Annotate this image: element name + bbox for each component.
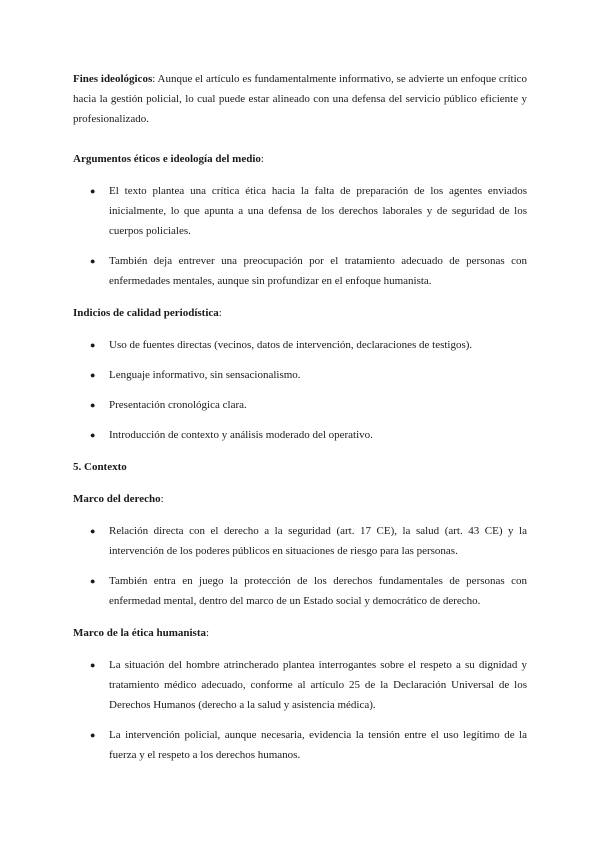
list-item: [73, 335, 527, 355]
bullet-icon: ●: [90, 660, 96, 670]
list-item-text: Lenguaje informativo, sin sensacionalismo.: [109, 369, 301, 381]
indicios-heading: [73, 303, 527, 323]
indicios-heading-colon: :: [218, 307, 222, 319]
bullet-icon: ●: [90, 400, 96, 410]
list-item: [73, 395, 527, 415]
section-5-title: 5. Contexto: [73, 461, 127, 473]
list-item-text: Uso de fuentes directas (vecinos, datos de intervención, declaraciones de testigos).: [109, 339, 473, 351]
bullet-icon: ●: [90, 526, 96, 536]
argumentos-heading: [73, 149, 527, 169]
bullet-icon: ●: [90, 730, 96, 740]
marco-derecho-heading-text: Marco del derecho: [73, 493, 161, 505]
marco-etica-heading: [73, 623, 527, 643]
document-page: [73, 69, 527, 777]
list-item-text: La intervención policial, aunque necesaria, evidencia la tensión entre el uso legítimo de la fuerza y el respeto a los derechos humanos.: [109, 729, 527, 761]
list-item: [73, 521, 527, 561]
bullet-icon: ●: [90, 340, 96, 350]
marco-etica-heading-text: Marco de la ética humanista: [73, 627, 207, 639]
bullet-icon: ●: [90, 430, 96, 440]
bullet-icon: ●: [90, 256, 96, 266]
intro-paragraph: [73, 69, 527, 129]
bullet-icon: ●: [90, 370, 96, 380]
marco-derecho-heading: [73, 489, 527, 509]
list-item: [73, 251, 527, 291]
list-item: [73, 365, 527, 385]
argumentos-list: [73, 181, 527, 291]
list-item-text: El texto plantea una crítica ética hacia la falta de preparación de los agentes enviados inicialmente, lo que apunta a una defensa de los derechos laborales y de seguridad de los cuerpos policiales.: [109, 185, 527, 237]
list-item: [73, 571, 527, 611]
intro-text: : Aunque el artículo es fundamentalmente informativo, se advierte un enfoque crítico hacia la gestión policial, lo cual puede estar alineado con una defensa del servicio público eficiente y profesionalizado.: [73, 73, 528, 125]
marco-derecho-list: [73, 521, 527, 611]
list-item-text: Relación directa con el derecho a la seguridad (art. 17 CE), la salud (art. 43 CE) y la intervención de los poderes públicos en situaciones de riesgo para las personas.: [109, 525, 527, 557]
argumentos-heading-colon: :: [260, 153, 264, 165]
list-item-text: También deja entrever una preocupación por el tratamiento adecuado de personas con enfermedades mentales, aunque sin profundizar en el enfoque humanista.: [109, 255, 527, 287]
bullet-icon: ●: [90, 576, 96, 586]
indicios-list: [73, 335, 527, 445]
list-item-text: Presentación cronológica clara.: [109, 399, 247, 411]
marco-derecho-heading-colon: :: [160, 493, 164, 505]
intro-label: Fines ideológicos: [73, 73, 153, 85]
marco-etica-heading-colon: :: [206, 627, 210, 639]
list-item: [73, 181, 527, 241]
list-item-text: Introducción de contexto y análisis moderado del operativo.: [109, 429, 373, 441]
argumentos-heading-text: Argumentos éticos e ideología del medio: [73, 153, 261, 165]
list-item: [73, 725, 527, 765]
indicios-heading-text: Indicios de calidad periodística: [73, 307, 219, 319]
marco-etica-list: [73, 655, 527, 765]
list-item: [73, 655, 527, 715]
bullet-icon: ●: [90, 186, 96, 196]
list-item-text: La situación del hombre atrincherado plantea interrogantes sobre el respeto a su dignidad y tratamiento médico adecuado, conforme al artículo 25 de la Declaración Universal de los Derechos Humanos (derecho a la salud y asistencia médica).: [109, 659, 527, 711]
list-item-text: También entra en juego la protección de los derechos fundamentales de personas con enfermedad mental, dentro del marco de un Estado social y democrático de derecho.: [109, 575, 527, 607]
list-item: [73, 425, 527, 445]
